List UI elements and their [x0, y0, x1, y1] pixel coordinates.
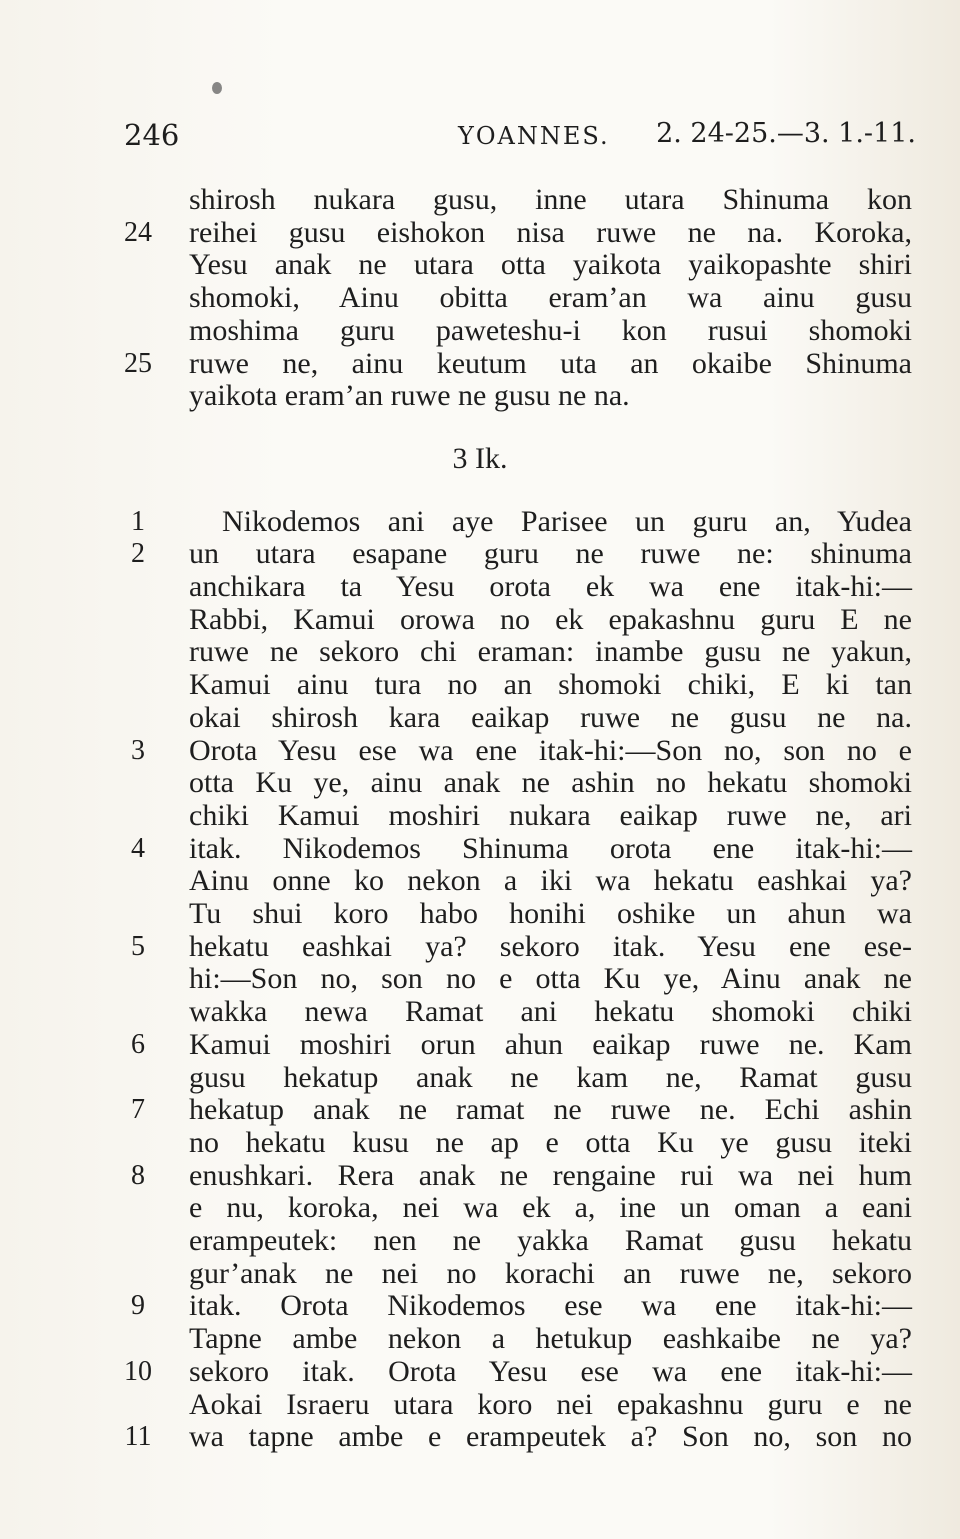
text-line [0, 1420, 960, 1453]
line-text: sekoro itak. Orota Yesu ese wa ene itak-hi:— [189, 1354, 912, 1388]
text-line [0, 1322, 960, 1355]
line-text: e nu, koroka, nei wa ek a, ine un oman a eani [189, 1191, 912, 1225]
text-line [0, 281, 960, 314]
text-line [0, 1224, 960, 1257]
line-text: Kamui moshiri orun ahun eaikap ruwe ne. Kam [189, 1027, 912, 1061]
page-number: 246 [124, 118, 180, 152]
verse-number: 9 [131, 1290, 145, 1322]
line-text: itak. Orota Nikodemos ese wa ene itak-hi:— [189, 1289, 912, 1323]
line-text: gusu hekatup anak ne kam ne, Ramat gusu [189, 1060, 912, 1094]
text-line [0, 930, 960, 963]
line-text: anchikara ta Yesu orota ek wa ene itak-hi:— [189, 570, 912, 603]
line-text: okai shirosh kara eaikap ruwe ne gusu ne na. [189, 700, 912, 734]
line-text: enushkari. Rera anak ne rengaine rui wa nei hum [189, 1158, 912, 1192]
text-line [0, 314, 960, 347]
verse-number: 11 [124, 1421, 152, 1453]
text-line [0, 668, 960, 701]
text-line [0, 766, 960, 799]
text-line [0, 1028, 960, 1061]
text-line [0, 1388, 960, 1421]
running-title: YOANNES. [458, 122, 610, 150]
line-text: gur’anak ne nei no korachi an ruwe ne, sekoro [189, 1256, 912, 1290]
text-line [0, 635, 960, 668]
verse-number: 2 [131, 538, 145, 570]
verse-number: 1 [131, 505, 145, 537]
line-text: Nikodemos ani aye Parisee un guru an, Yudea [222, 504, 912, 538]
verse-number: 25 [124, 347, 152, 379]
line-text: Kamui ainu tura no an shomoki chiki, E ki tan [189, 668, 912, 702]
line-text: hekatup anak ne ramat ne ruwe ne. Echi ashin [189, 1093, 912, 1127]
line-text: Tapne ambe nekon a hetukup eashkaibe ne ya? [189, 1322, 912, 1356]
verse-number: 10 [124, 1355, 152, 1387]
text-line [0, 347, 960, 380]
text-line [0, 1289, 960, 1322]
text-line [0, 216, 960, 249]
line-text: Rabbi, Kamui orowa no ek epakashnu guru E ne [189, 602, 912, 636]
text-line [0, 183, 960, 216]
text-line [0, 1126, 960, 1159]
verse-number: 24 [124, 216, 152, 248]
line-text: otta Ku ye, ainu anak ne ashin no hekatu shomoki [189, 766, 912, 800]
verse-number: 7 [131, 1094, 145, 1126]
text-line [0, 248, 960, 281]
line-text: itak. Nikodemos Shinuma orota ene itak-hi:— [189, 831, 912, 865]
text-line [0, 734, 960, 767]
line-text: shirosh nukara gusu, inne utara Shinuma kon [189, 183, 912, 216]
text-line [0, 603, 960, 636]
line-text: reihei gusu eishokon nisa ruwe ne na. Koroka, [189, 215, 912, 249]
line-text: Ainu onne ko nekon a iki wa hekatu eashkai ya? [189, 864, 912, 898]
text-line [0, 1257, 960, 1290]
text-line [0, 1191, 960, 1224]
text-line [0, 379, 960, 412]
chapter-verse-reference: 2. 24-25.—3. 1.-11. [656, 118, 916, 149]
verse-number: 4 [131, 832, 145, 864]
line-text: Orota Yesu ese wa ene itak-hi:—Son no, son no e [189, 733, 912, 767]
line-text: ruwe ne, ainu keutum uta an okaibe Shinuma [189, 346, 912, 380]
line-text: chiki Kamui moshiri nukara eaikap ruwe ne, ari [189, 798, 912, 832]
verse-number: 6 [131, 1028, 145, 1060]
line-text: ruwe ne sekoro chi eraman: inambe gusu ne yakun, [189, 635, 912, 669]
line-text: Yesu anak ne utara otta yaikota yaikopashte shiri [189, 248, 912, 282]
verse-number: 5 [131, 930, 145, 962]
text-line [0, 570, 960, 603]
text-line [0, 832, 960, 865]
line-text: wakka newa Ramat ani hekatu shomoki chiki [189, 995, 912, 1029]
text-line [0, 864, 960, 897]
text-line [0, 897, 960, 930]
line-text: erampeutek: nen ne yakka Ramat gusu hekatu [189, 1224, 912, 1257]
text-line [0, 962, 960, 995]
text-line [0, 701, 960, 734]
line-text: Aokai Israeru utara koro nei epakashnu guru e ne [189, 1387, 912, 1421]
line-text: Tu shui koro habo honihi oshike un ahun wa [189, 897, 912, 930]
text-line [0, 1061, 960, 1094]
line-text: shomoki, Ainu obitta eram’an wa ainu gusu [189, 281, 912, 315]
chapter-heading: 3 Ik. [452, 441, 508, 475]
verse-number: 8 [131, 1159, 145, 1191]
text-line [0, 995, 960, 1028]
line-text: wa tapne ambe e erampeutek a? Son no, son no [189, 1420, 912, 1454]
running-header [124, 118, 916, 158]
text-line [0, 537, 960, 570]
text-line [0, 1355, 960, 1388]
line-text: yaikota eram’an ruwe ne gusu ne na. [189, 379, 630, 413]
verse-number: 3 [131, 734, 145, 766]
line-text: moshima guru paweteshu-i kon rusui shomoki [189, 313, 912, 347]
text-line [0, 799, 960, 832]
ink-smudge [212, 82, 222, 94]
line-text: un utara esapane guru ne ruwe ne: shinuma [189, 537, 912, 571]
text-line [0, 1093, 960, 1126]
text-line [0, 505, 960, 538]
line-text: hekatu eashkai ya? sekoro itak. Yesu ene ese- [189, 929, 912, 963]
line-text: no hekatu kusu ne ap e otta Ku ye gusu iteki [189, 1125, 912, 1159]
line-text: hi:—Son no, son no e otta Ku ye, Ainu anak ne [189, 962, 912, 996]
text-line [0, 1159, 960, 1192]
